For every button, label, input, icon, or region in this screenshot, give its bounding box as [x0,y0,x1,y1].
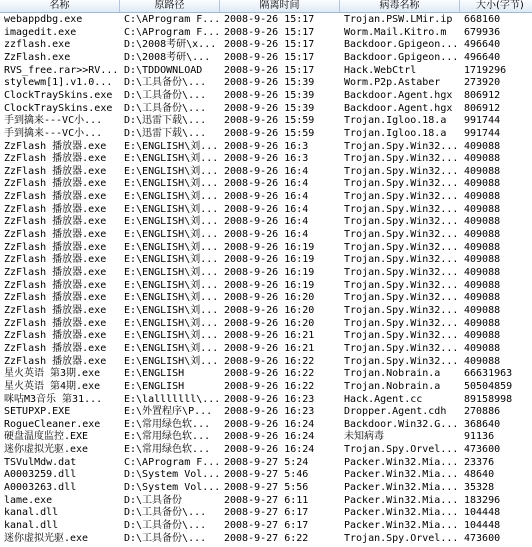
virus-name-cell: Trojan.Spy.Win32... [344,178,459,190]
quarantine-time-cell: 2008-9-26 16:3 [224,153,309,165]
table-row[interactable] [0,468,532,481]
size-cell: 473600 [464,444,501,456]
file-name-cell: ZzFlash 播放器.exe [4,191,107,203]
file-name-cell: ZzFlash 播放器.exe [4,241,107,253]
size-cell: 66631963 [464,368,513,380]
virus-name-cell: Trojan.Spy.Win32... [344,317,459,329]
quarantine-time-cell: 2008-9-27 6:22 [224,532,309,544]
original-path-cell: E:\ENGLISH\刘... [124,229,219,241]
size-cell: 104448 [464,520,501,531]
virus-name-cell: Dropper.Agent.cdh [344,406,447,418]
size-cell: 409088 [464,267,501,278]
original-path-cell: D:\System Vol... [124,482,220,494]
file-name-cell: imagedit.exe [4,26,77,38]
file-name-cell: SETUPXP.EXE [4,406,71,418]
size-cell: 409088 [464,342,501,354]
virus-name-cell: Trojan.Spy.Win32... [344,153,459,165]
size-cell: 409088 [464,279,501,291]
virus-name-cell: Trojan.Nobrain.a [344,380,441,392]
size-cell: 409088 [464,153,501,165]
file-name-cell: lame.exe [4,494,53,506]
size-cell: 496640 [464,39,501,51]
file-name-cell: ZzFlash 播放器.exe [4,203,107,215]
original-path-cell: D:\工具备份\... [124,102,207,114]
quarantine-time-cell: 2008-9-26 16:22 [224,355,315,367]
table-row[interactable] [0,203,532,216]
file-name-cell: A0003263.dll [4,482,77,494]
virus-name-cell: Backdoor.Agent.hgx [344,89,453,101]
table-row[interactable] [0,165,532,178]
size-cell: 409088 [464,241,501,253]
quarantine-time-cell: 2008-9-26 15:39 [224,102,315,114]
file-name-cell: ZzFlash 播放器.exe [4,317,107,329]
table-row[interactable] [0,152,532,165]
file-name-cell: ZzFlash 播放器.exe [4,254,107,266]
quarantine-time-cell: 2008-9-26 16:19 [224,267,315,278]
file-name-cell: 迷你虚拟光驱.exe [4,444,89,456]
original-path-cell: E:\外置程序\P... [124,406,213,418]
size-cell: 409088 [464,304,501,316]
quarantine-time-cell: 2008-9-26 16:4 [224,165,309,177]
file-name-cell: 手到擒来---VC小... [4,127,103,139]
table-row[interactable] [0,177,532,190]
virus-name-cell: Trojan.Spy.Win32... [344,342,459,354]
virus-name-cell: Hack.Agent.cc [344,393,423,405]
quarantine-time-cell: 2008-9-26 16:19 [224,241,315,253]
table-row[interactable] [0,76,532,89]
table-row[interactable] [0,367,532,380]
size-cell: 409088 [464,229,501,241]
size-cell: 409088 [464,140,501,152]
quarantine-time-cell: 2008-9-26 16:22 [224,380,315,392]
table-row[interactable] [0,215,532,228]
size-cell: 409088 [464,330,501,342]
file-name-cell: A0003259.dll [4,469,77,481]
column-header-quarantine-time[interactable]: 隔离时间 [220,0,340,12]
original-path-cell: E:\ENGLISH\刘... [124,191,219,203]
column-header-name[interactable]: 名称 [0,0,120,12]
original-path-cell: C:\AProgram F... [124,456,220,468]
virus-name-cell: Backdoor.Gpigeon... [344,39,459,51]
size-cell: 991744 [464,115,501,127]
file-name-cell: ZzFlash 播放器.exe [4,330,107,342]
file-name-cell: 咪咕M3音乐 第31... [4,393,103,405]
quarantine-time-cell: 2008-9-26 16:4 [224,216,309,228]
quarantine-time-cell: 2008-9-26 16:20 [224,317,315,329]
table-row[interactable] [0,430,532,443]
table-row[interactable] [0,102,532,115]
file-name-cell: 手到擒来---VC小... [4,115,103,127]
file-name-cell: RVS_free.rar>>RV... [4,64,119,76]
size-cell: 368640 [464,418,501,430]
original-path-cell: E:\ENGLISH\刘... [124,279,219,291]
virus-name-cell: Hack.WebCtrl [344,64,417,76]
size-cell: 273920 [464,77,501,89]
quarantine-time-cell: 2008-9-26 16:20 [224,292,315,304]
size-cell: 806912 [464,102,501,114]
virus-name-cell: Trojan.Spy.Orvel... [344,444,459,456]
original-path-cell: E:\常用绿色软... [124,418,211,430]
virus-name-cell: Trojan.Spy.Win32... [344,191,459,203]
original-path-cell: E:\lalllllll\... [124,393,220,405]
original-path-cell: E:\ENGLISH [124,380,185,392]
size-cell: 668160 [464,14,501,25]
original-path-cell: D:\TDDOWNLOAD [124,64,203,76]
original-path-cell: D:\2008考研\x... [124,39,217,51]
quarantine-time-cell: 2008-9-26 16:24 [224,444,315,456]
original-path-cell: D:\工具备份 [124,494,183,506]
file-name-cell: ZzFlash 播放器.exe [4,267,107,278]
original-path-cell: E:\ENGLISH\刘... [124,330,219,342]
size-cell: 23376 [464,456,495,468]
table-row[interactable] [0,241,532,254]
table-row[interactable] [0,291,532,304]
file-name-cell: ZzFlash 播放器.exe [4,140,107,152]
table-row[interactable] [0,355,532,368]
virus-name-cell: Trojan.Nobrain.a [344,368,441,380]
original-path-cell: E:\ENGLISH\刘... [124,317,219,329]
table-row[interactable] [0,481,532,494]
original-path-cell: D:\2008考研\... [124,51,211,63]
quarantine-time-cell: 2008-9-27 6:17 [224,507,309,519]
quarantine-time-cell: 2008-9-26 16:4 [224,203,309,215]
original-path-cell: D:\工具备份\... [124,77,207,89]
virus-name-cell: Packer.Win32.Mia... [344,507,459,519]
original-path-cell: E:\ENGLISH\刘... [124,178,219,190]
file-name-cell: ZzFlash 播放器.exe [4,229,107,241]
size-cell: 409088 [464,355,501,367]
virus-name-cell: Trojan.Spy.Win32... [344,279,459,291]
virus-name-cell: Backdoor.Gpigeon... [344,51,459,63]
quarantine-time-cell: 2008-9-26 16:4 [224,229,309,241]
size-cell: 1719296 [464,64,507,76]
size-cell: 409088 [464,254,501,266]
quarantine-time-cell: 2008-9-26 15:39 [224,77,315,89]
original-path-cell: E:\ENGLISH\刘... [124,254,219,266]
file-name-cell: webappdbg.exe [4,14,83,25]
table-row[interactable] [0,456,532,469]
virus-name-cell: Trojan.Spy.Win32... [344,229,459,241]
quarantine-time-cell: 2008-9-26 16:24 [224,418,315,430]
virus-name-cell: 未知病毒 [344,431,384,443]
size-cell: 409088 [464,317,501,329]
table-row[interactable] [0,64,532,77]
file-name-cell: kanal.dll [4,520,59,531]
quarantine-time-cell: 2008-9-26 16:21 [224,342,315,354]
table-row[interactable] [0,443,532,456]
size-cell: 806912 [464,89,501,101]
virus-name-cell: Backdoor.Agent.hgx [344,102,453,114]
table-row[interactable] [0,279,532,292]
file-name-cell: kanal.dll [4,507,59,519]
file-name-cell: ZzFlash.exe [4,51,71,63]
size-cell: 679936 [464,26,501,38]
original-path-cell: E:\ENGLISH\刘... [124,292,219,304]
table-row[interactable] [0,13,532,26]
file-name-cell: ClockTraySkins.exe [4,89,113,101]
size-cell: 409088 [464,165,501,177]
size-cell: 473600 [464,532,501,544]
file-name-cell: ZzFlash 播放器.exe [4,153,107,165]
file-name-cell: 星火英语 第3期.exe [4,368,101,380]
virus-name-cell: Trojan.Spy.Win32... [344,241,459,253]
original-path-cell: E:\常用绿色软... [124,431,211,443]
table-row[interactable] [0,304,532,317]
original-path-cell: E:\ENGLISH\刘... [124,267,219,278]
column-header-original-path[interactable]: 原路径 [120,0,220,12]
file-name-cell: ZzFlash 播放器.exe [4,355,107,367]
virus-name-cell: Trojan.Spy.Win32... [344,292,459,304]
virus-name-cell: Backdoor.Win32.G... [344,418,459,430]
file-name-cell: RogueCleaner.exe [4,418,101,430]
original-path-cell: E:\ENGLISH\刘... [124,165,219,177]
size-cell: 183296 [464,494,501,506]
size-cell: 409088 [464,216,501,228]
original-path-cell: E:\ENGLISH\刘... [124,153,219,165]
quarantine-time-cell: 2008-9-26 15:17 [224,64,315,76]
quarantine-time-cell: 2008-9-26 15:59 [224,127,315,139]
virus-name-cell: Packer.Win32.Mia... [344,482,459,494]
file-name-cell: ZzFlash 播放器.exe [4,304,107,316]
column-header-size[interactable]: 大小(字节) [476,0,524,11]
virus-name-cell: Worm.Mail.Kitro.m [344,26,447,38]
table-row[interactable] [0,342,532,355]
original-path-cell: D:\System Vol... [124,469,220,481]
quarantine-time-cell: 2008-9-26 16:20 [224,304,315,316]
quarantine-time-cell: 2008-9-26 15:59 [224,115,315,127]
table-row[interactable] [0,329,532,342]
table-row[interactable] [0,519,532,532]
file-name-cell: TSVulMdw.dat [4,456,77,468]
quarantine-time-cell: 2008-9-26 15:17 [224,51,315,63]
file-name-cell: 硬盘温度监控.EXE [4,431,89,443]
table-row[interactable] [0,380,532,393]
table-row[interactable] [0,114,532,127]
virus-name-cell: Trojan.Igloo.18.a [344,127,447,139]
original-path-cell: C:\AProgram F... [124,14,220,25]
virus-name-cell: Trojan.Spy.Orvel... [344,532,459,544]
size-cell: 409088 [464,203,501,215]
virus-name-cell: Trojan.Spy.Win32... [344,216,459,228]
quarantine-time-cell: 2008-9-27 6:17 [224,520,309,531]
virus-name-cell: Trojan.Igloo.18.a [344,115,447,127]
quarantine-time-cell: 2008-9-26 15:17 [224,26,315,38]
original-path-cell: E:\ENGLISH\刘... [124,355,219,367]
original-path-cell: D:\迅雷下载\... [124,115,207,127]
table-row[interactable] [0,405,532,418]
original-path-cell: D:\工具备份\... [124,89,207,101]
quarantine-time-cell: 2008-9-26 16:23 [224,406,315,418]
file-name-cell: ZzFlash 播放器.exe [4,216,107,228]
size-cell: 409088 [464,178,501,190]
quarantine-time-cell: 2008-9-26 16:22 [224,368,315,380]
table-row[interactable] [0,140,532,153]
size-cell: 35328 [464,482,495,494]
file-name-cell: zzflash.exe [4,39,71,51]
virus-name-cell: Trojan.Spy.Win32... [344,330,459,342]
size-cell: 409088 [464,292,501,304]
quarantine-time-cell: 2008-9-26 15:39 [224,89,315,101]
virus-name-cell: Trojan.Spy.Win32... [344,304,459,316]
original-path-cell: C:\AProgram F... [124,26,220,38]
size-cell: 409088 [464,191,501,203]
virus-name-cell: Packer.Win32.Mia... [344,520,459,531]
quarantine-time-cell: 2008-9-27 5:46 [224,469,309,481]
original-path-cell: E:\ENGLISH\刘... [124,140,219,152]
table-row[interactable] [0,494,532,507]
virus-name-cell: Trojan.Spy.Win32... [344,165,459,177]
virus-name-cell: Packer.Win32.Mia... [344,456,459,468]
quarantine-time-cell: 2008-9-26 16:21 [224,330,315,342]
file-name-cell: ZzFlash 播放器.exe [4,165,107,177]
file-name-cell: ZzFlash 播放器.exe [4,178,107,190]
original-path-cell: E:\ENGLISH\刘... [124,203,219,215]
virus-name-cell: Trojan.Spy.Win32... [344,254,459,266]
file-name-cell: stylewm[1].v1.0... [4,77,113,89]
table-row[interactable] [0,228,532,241]
virus-name-cell: Worm.P2p.Astaber [344,77,441,89]
column-header-row [0,0,532,13]
quarantine-time-cell: 2008-9-27 5:56 [224,482,309,494]
original-path-cell: D:\工具备份\... [124,520,207,531]
quarantine-time-cell: 2008-9-27 5:24 [224,456,309,468]
quarantine-time-cell: 2008-9-26 16:4 [224,178,309,190]
size-cell: 496640 [464,51,501,63]
original-path-cell: E:\ENGLISH\刘... [124,304,219,316]
original-path-cell: E:\常用绿色软... [124,444,211,456]
table-row[interactable] [0,317,532,330]
file-name-cell: 星火英语 第4期.exe [4,380,101,392]
table-row[interactable] [0,190,532,203]
original-path-cell: D:\工具备份\... [124,532,207,544]
table-row[interactable] [0,127,532,140]
file-name-cell: ClockTraySkins.exe [4,102,113,114]
original-path-cell: D:\迅雷下载\... [124,127,207,139]
size-cell: 89158998 [464,393,513,405]
quarantine-time-cell: 2008-9-26 16:4 [224,191,309,203]
table-row[interactable] [0,266,532,279]
table-row[interactable] [0,253,532,266]
table-row[interactable] [0,26,532,39]
quarantine-time-cell: 2008-9-26 15:17 [224,14,315,25]
table-row[interactable] [0,393,532,406]
table-row[interactable] [0,51,532,64]
file-name-cell: ZzFlash 播放器.exe [4,342,107,354]
original-path-cell: D:\工具备份\... [124,507,207,519]
virus-name-cell: Trojan.Spy.Win32... [344,140,459,152]
quarantine-time-cell: 2008-9-27 6:11 [224,494,309,506]
virus-name-cell: Packer.Win32.Mia... [344,469,459,481]
virus-name-cell: Trojan.PSW.LMir.ip [344,14,453,25]
file-name-cell: ZzFlash 播放器.exe [4,292,107,304]
table-row[interactable] [0,532,532,545]
size-cell: 50504859 [464,380,513,392]
quarantine-time-cell: 2008-9-26 16:19 [224,279,315,291]
original-path-cell: E:\ENGLISH\刘... [124,216,219,228]
table-row[interactable] [0,38,532,51]
size-cell: 91136 [464,431,495,443]
size-cell: 48640 [464,469,495,481]
virus-name-cell: Trojan.Spy.Win32... [344,355,459,367]
virus-name-cell: Trojan.Spy.Win32... [344,203,459,215]
original-path-cell: E:\ENGLISH\刘... [124,241,219,253]
quarantine-time-cell: 2008-9-26 15:17 [224,39,315,51]
table-row[interactable] [0,418,532,431]
column-header-virus-name[interactable]: 病毒名称 [340,0,460,12]
virus-name-cell: Packer.Win32.Mia... [344,494,459,506]
size-cell: 104448 [464,507,501,519]
quarantine-time-cell: 2008-9-26 16:24 [224,431,315,443]
original-path-cell: E:\ENGLISH [124,368,185,380]
file-name-cell: 迷你虚拟光驱.exe [4,532,89,544]
quarantine-time-cell: 2008-9-26 16:23 [224,393,315,405]
file-name-cell: ZzFlash 播放器.exe [4,279,107,291]
quarantine-time-cell: 2008-9-26 16:19 [224,254,315,266]
table-row[interactable] [0,89,532,102]
size-cell: 270886 [464,406,501,418]
quarantine-time-cell: 2008-9-26 16:3 [224,140,309,152]
size-cell: 991744 [464,127,501,139]
table-row[interactable] [0,506,532,519]
virus-name-cell: Trojan.Spy.Win32... [344,267,459,278]
original-path-cell: E:\ENGLISH\刘... [124,342,219,354]
